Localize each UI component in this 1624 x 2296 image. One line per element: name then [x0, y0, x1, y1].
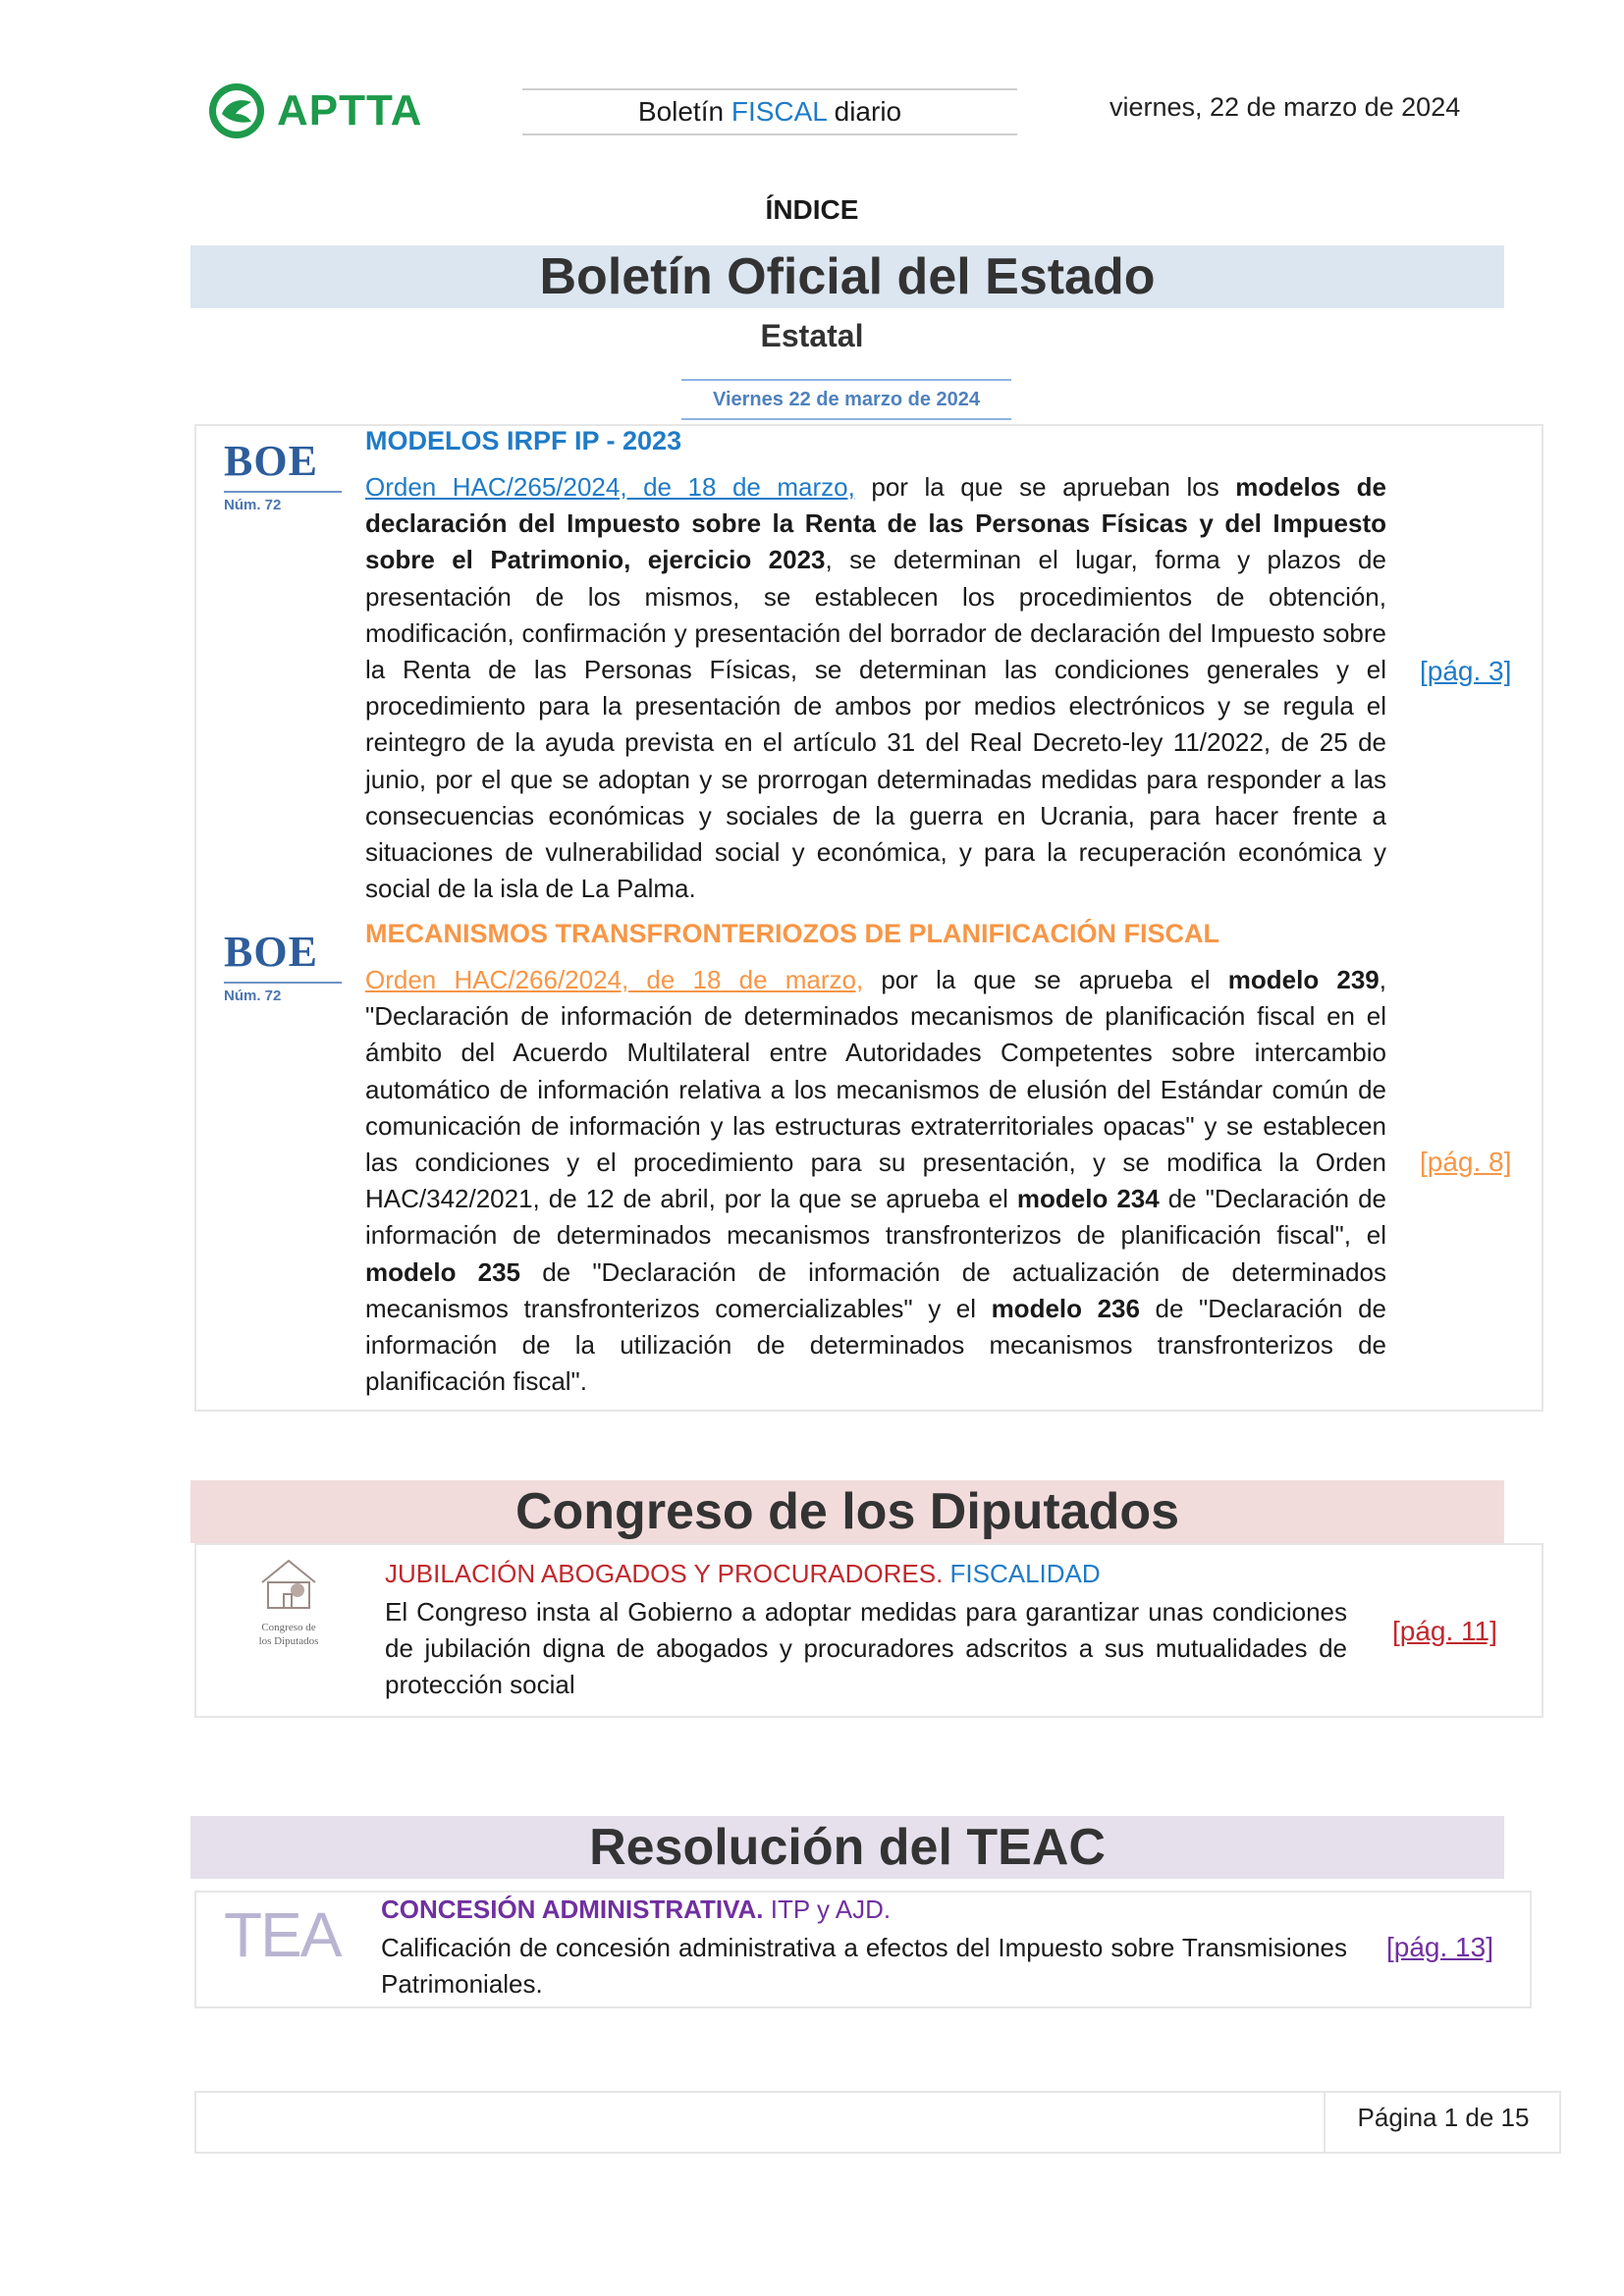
page-number: Página 1 de 15: [1357, 2103, 1530, 2132]
congreso-title-main: JUBILACIÓN ABOGADOS Y PROCURADORES.: [385, 1559, 944, 1588]
boe-logo-num: Núm. 72: [224, 491, 342, 513]
header-date: viernes, 22 de marzo de 2024: [1110, 92, 1461, 122]
body-bold-segment: modelos de declaración del Impuesto sobre la Renta de las Personas Físicas y del Impuesto sobre el Patrimonio, ejercicio 2023: [365, 472, 1386, 575]
order-link[interactable]: Orden HAC/265/2024, de 18 de marzo,: [365, 472, 855, 502]
aptta-logo: [206, 79, 461, 143]
body-bold-segment: modelo 239: [1227, 965, 1380, 994]
body-bold-segment: modelo 236: [991, 1293, 1140, 1323]
teac-logo-text: TEA: [224, 1899, 341, 1970]
publication-title: [522, 88, 1017, 135]
teac-section-band: Resolución del TEAC: [190, 1816, 1504, 1879]
item-title: MECANISMOS TRANSFRONTERIOZOS DE PLANIFICACIÓN FISCAL: [365, 919, 1219, 948]
page-ref-link[interactable]: [pág. 11]: [1392, 1616, 1497, 1646]
item-body: [365, 962, 1386, 1400]
boe-section-band: Boletín Oficial del Estado: [190, 245, 1504, 308]
logo-text: APTTA: [277, 86, 423, 134]
item-body: [365, 469, 1386, 907]
body-bold-segment: modelo 235: [365, 1256, 521, 1287]
congreso-item-title: [385, 1559, 1101, 1589]
index-title: ÍNDICE: [765, 194, 859, 225]
teac-title-main: CONCESIÓN ADMINISTRATIVA.: [381, 1895, 764, 1924]
congreso-logo-caption: Congreso de: [261, 1622, 316, 1633]
boe-logo-mark: BOE: [224, 437, 318, 485]
footer-divider: [1324, 2091, 1326, 2152]
pub-suffix: diario: [826, 96, 902, 127]
body-text-segment: , "Declaración de información de determinados mecanismos de planificación fiscal en el ámbito del Acuerdo Multilateral entre Autoridades Competentes sobre intercambio automático de información relativa a los mecanismos de elusión del Estándar común de comunicación de información y las estructuras extraterritoriales opacas" y se establecen las condiciones y el procedimiento para su presentación, y se modifica la Orden HAC/342/2021, de 12 de abril, por la que se aprueba el: [365, 965, 1386, 1214]
order-link[interactable]: Orden HAC/266/2024, de 18 de marzo,: [365, 965, 864, 994]
body-text-segment: por la que se aprueba el: [863, 965, 1228, 994]
congreso-title-tag: FISCALIDAD: [943, 1559, 1101, 1588]
body-text-segment: , se determinan el lugar, forma y plazos de presentación de los mismos, se establecen los procedimientos de obtención, modificación, confirmación y presentación del borrador de declaración del Impuesto sobre la Renta de las Personas Físicas, se determinan las condiciones generales y el procedimiento para la presentación de ambos por medios electrónicos y se regula el reintegro de la ayuda prevista en el artículo 31 del Real Decreto-ley 11/2022, de 25 de junio, por el que se adoptan y se prorrogan determinadas medidas para responder a las consecuencias económicas y sociales de la guerra en Ucrania, para hacer frente a situaciones de vulnerabilidad social y económica, y para la recuperación económica y social de la isla de La Palma.: [365, 545, 1386, 904]
page-ref-link[interactable]: [pág. 8]: [1420, 1147, 1512, 1177]
boe-logo: [224, 929, 342, 1004]
page-ref-link[interactable]: [pág. 3]: [1420, 656, 1512, 686]
body-text-segment: de "Declaración de información de la utilización de determinados mecanismos transfronterizos de planificación fiscal".: [365, 1293, 1386, 1397]
item-title: MODELOS IRPF IP - 2023: [365, 426, 682, 455]
boe-logo-mark: BOE: [224, 928, 318, 976]
teac-item-body: Calificación de concesión administrativa a efectos del Impuesto sobre Transmisiones Patrimoniales.: [381, 1933, 1347, 2000]
pub-prefix: Boletín: [637, 96, 731, 127]
boe-logo-num: Núm. 72: [224, 982, 342, 1004]
teac-title-tag: ITP y AJD.: [763, 1895, 892, 1924]
page-ref-link[interactable]: [pág. 13]: [1386, 1932, 1493, 1962]
boe-subtitle: Estatal: [760, 318, 864, 353]
congreso-logo-caption: los Diputados: [258, 1635, 319, 1647]
body-text-segment: de "Declaración de información de determinados mecanismos transfronterizos de planificación fiscal", el: [365, 1184, 1387, 1251]
body-text-segment: por la que se aprueban los: [854, 472, 1236, 502]
congreso-logo: [240, 1555, 338, 1648]
congreso-item-body: El Congreso insta al Gobierno a adoptar medidas para garantizar unas condiciones de jubilación digna de abogados y procuradores adscritos a sus mutualidades de protección social: [385, 1597, 1347, 1700]
body-text-segment: de "Declaración de información de actualización de determinados mecanismos transfronterizos comercializables" y el: [365, 1256, 1386, 1323]
congreso-section-band: Congreso de los Diputados: [190, 1480, 1504, 1543]
teac-item-title: [381, 1895, 891, 1925]
boe-date-box: Viernes 22 de marzo de 2024: [681, 379, 1011, 420]
body-bold-segment: modelo 234: [1016, 1184, 1160, 1214]
boe-logo: [224, 438, 342, 513]
teac-logo: [224, 1898, 341, 1970]
aptta-emblem-icon: [206, 80, 267, 141]
pub-fiscal: FISCAL: [731, 96, 827, 127]
congreso-building-icon: [254, 1555, 323, 1616]
